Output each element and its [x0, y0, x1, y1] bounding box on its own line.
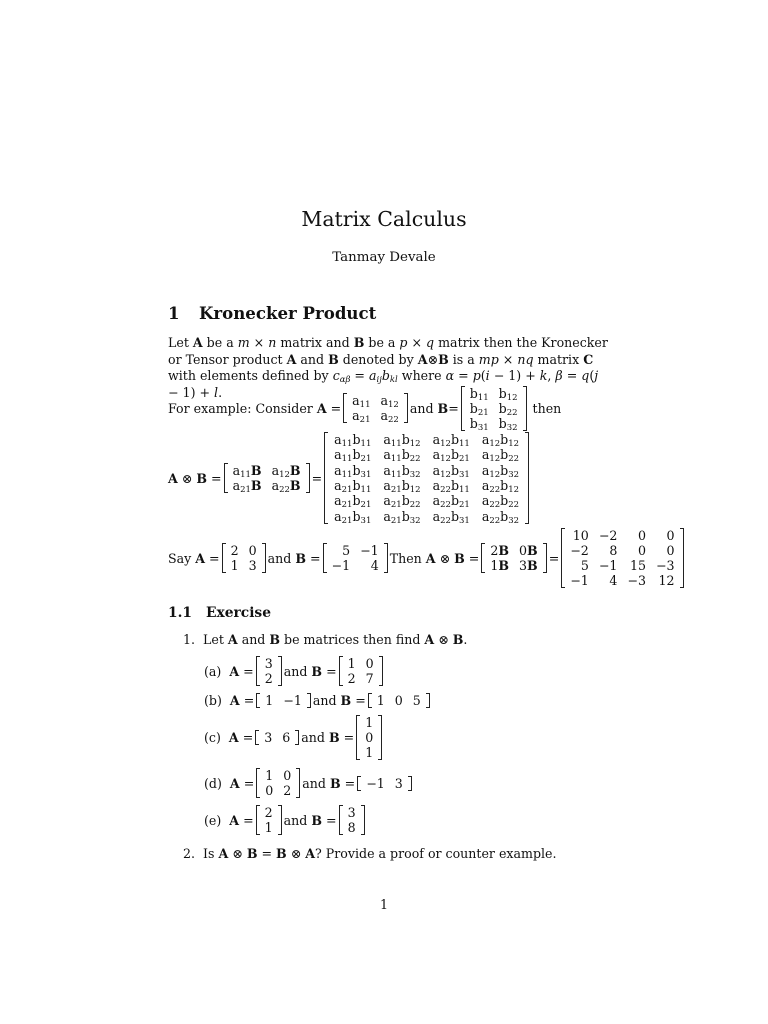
matrix-entry: 10	[572, 528, 589, 543]
matrix-entry: 15	[629, 558, 646, 573]
matrix-entry: $a_{21}b_{31}$	[334, 508, 372, 526]
matrix-row	[465, 401, 523, 416]
matrix-block-symbolic	[224, 463, 310, 493]
right-bracket	[426, 693, 430, 708]
ex-e-matrix-A	[256, 805, 282, 835]
matrix-row	[361, 776, 408, 791]
matrix-entry: 0	[394, 693, 403, 708]
matrix-entry: $a_{21}b_{11}$	[334, 478, 372, 495]
ex-d-matrix-A	[256, 768, 300, 798]
matrix-body	[228, 463, 306, 493]
matrix-entry: −3	[627, 573, 646, 588]
matrix-row	[228, 463, 306, 478]
matrix-entry: 8	[609, 543, 618, 558]
right-bracket	[278, 805, 282, 835]
matrix-entry: 1B	[490, 558, 510, 573]
matrix-entry: 3	[394, 775, 403, 791]
matrix-row	[260, 693, 307, 708]
right-bracket	[680, 528, 684, 588]
subsection-number: 1.1	[168, 605, 193, 621]
matrix-row	[565, 558, 679, 573]
matrix-row	[347, 408, 404, 423]
exercise-1e: (e) A = 2 1 and B = 3 8	[204, 804, 367, 836]
matrix-entry: 0B	[519, 543, 538, 558]
exercise-1c: (c) A = 3 6 and B = 1 0 1	[204, 714, 384, 761]
right-bracket	[361, 805, 365, 835]
matrix-entry: 1	[265, 768, 274, 783]
matrix-entry: $b_{31}$	[469, 415, 489, 433]
exercise-2: 2. Is A ⊗ B = B ⊗ A? Provide a proof or counter example.	[183, 845, 557, 861]
matrix-row	[565, 528, 679, 543]
matrix-entry: 1	[376, 693, 385, 708]
matrix-entry: $a_{22}b_{31}$	[432, 508, 470, 526]
right-bracket	[384, 543, 388, 573]
matrix-body	[361, 776, 408, 791]
matrix-entry: 2	[264, 805, 273, 820]
matrix-entry: 0	[283, 768, 292, 783]
matrix-entry: 5	[580, 558, 589, 573]
matrix-entry: $a_{12}b_{31}$	[432, 462, 470, 480]
matrix-entry: 5	[412, 693, 421, 708]
matrix-entry: $b_{21}$	[469, 400, 489, 418]
matrix-A-numeric	[222, 543, 266, 573]
exercise-1: 1. Let A and B be matrices then find A ⊗ B.	[183, 631, 468, 647]
matrix-body	[328, 432, 525, 524]
matrix-body	[360, 715, 378, 760]
matrix-entry: 1	[264, 820, 273, 835]
matrix-entry: 3	[264, 730, 273, 745]
matrix-row	[260, 783, 296, 798]
matrix-body	[343, 805, 361, 835]
right-bracket	[306, 463, 310, 493]
matrix-entry: $a_{21}b_{32}$	[383, 508, 421, 526]
matrix-row	[565, 573, 679, 588]
matrix-entry: −1	[283, 693, 302, 708]
ex-c-matrix-B	[356, 715, 382, 760]
matrix-row	[360, 730, 378, 745]
matrix-entry: $a_{11}b_{22}$	[383, 447, 421, 465]
matrix-entry: $a_{11}b_{32}$	[383, 462, 421, 480]
matrix-entry: $a_{21}B$	[232, 478, 262, 495]
matrix-entry: $a_{21}b_{21}$	[334, 493, 372, 511]
right-bracket	[523, 386, 527, 431]
matrix-entry: 12	[658, 573, 675, 588]
matrix-body	[343, 656, 379, 686]
paper-title: Matrix Calculus	[301, 207, 467, 231]
matrix-entry: $a_{21}b_{12}$	[383, 478, 421, 495]
matrix-entry: $a_{22}b_{32}$	[481, 508, 520, 526]
right-bracket	[404, 393, 408, 423]
right-bracket	[262, 543, 266, 573]
matrix-entry: 4	[609, 573, 618, 588]
matrix-entry: −3	[655, 558, 675, 573]
subsection-title: Exercise	[206, 605, 271, 621]
matrix-row	[343, 671, 379, 686]
matrix-row	[465, 386, 523, 401]
matrix-row	[485, 543, 542, 558]
matrix-entry: $a_{22}$	[380, 408, 399, 425]
matrix-entry: $a_{22}B$	[271, 478, 301, 495]
matrix-entry: $b_{32}$	[498, 415, 518, 433]
matrix-row	[360, 715, 378, 730]
exercise-1d: (d) A = 1 0 0 2 and B = −1 3	[204, 767, 414, 799]
matrix-row	[260, 671, 278, 686]
matrix-entry: −1	[366, 775, 385, 791]
right-bracket	[543, 543, 547, 573]
matrix-body	[260, 805, 278, 835]
matrix-entry: $a_{12}$	[380, 393, 399, 410]
matrix-body	[372, 693, 426, 708]
matrix-entry: $b_{22}$	[498, 400, 518, 418]
matrix-body	[226, 543, 262, 573]
matrix-row	[260, 805, 278, 820]
matrix-result-numeric	[561, 528, 683, 588]
matrix-row	[343, 820, 361, 835]
matrix-entry: 2B	[490, 543, 510, 558]
matrix-entry: 2	[283, 783, 292, 798]
matrix-entry: 2	[347, 671, 356, 686]
matrix-row	[327, 543, 384, 558]
section-title: Kronecker Product	[199, 303, 377, 323]
matrix-entry: 1	[365, 715, 374, 730]
matrix-entry: −2	[570, 543, 589, 558]
exercise-1a: (a) A = 3 2 and B = 1 0 2 7	[204, 655, 385, 687]
matrix-entry: $a_{12}b_{21}$	[432, 447, 470, 465]
right-bracket	[295, 730, 299, 745]
matrix-row	[565, 543, 679, 558]
right-bracket	[296, 768, 300, 798]
right-bracket	[278, 656, 282, 686]
matrix-row	[260, 656, 278, 671]
matrix-entry: −1	[598, 558, 618, 573]
matrix-entry: $a_{21}b_{22}$	[383, 493, 421, 511]
matrix-entry: 8	[347, 820, 356, 835]
matrix-entry: −1	[331, 558, 351, 573]
right-bracket	[378, 715, 382, 760]
matrix-row	[360, 745, 378, 760]
matrix-entry: $a_{11}b_{31}$	[334, 462, 372, 480]
matrix-row	[347, 393, 404, 408]
matrix-entry: $a_{21}$	[352, 408, 371, 425]
matrix-entry: 3	[347, 805, 356, 820]
section-heading	[168, 303, 376, 323]
matrix-entry: 0	[637, 528, 646, 543]
matrix-entry: 7	[365, 671, 374, 686]
matrix-entry: 6	[282, 730, 291, 745]
matrix-entry: 1	[365, 745, 374, 760]
matrix-entry: 3	[264, 656, 273, 671]
matrix-row	[228, 478, 306, 493]
matrix-row	[343, 656, 379, 671]
matrix-row	[328, 509, 525, 524]
matrix-row	[328, 447, 525, 462]
section-number: 1	[168, 303, 180, 323]
matrix-entry: −1	[360, 543, 379, 558]
matrix-row	[260, 768, 296, 783]
matrix-row	[260, 820, 278, 835]
matrix-entry: −2	[598, 528, 618, 543]
ex-b-matrix-A	[256, 693, 311, 708]
matrix-row	[328, 463, 525, 478]
matrix-entry: 0	[248, 543, 257, 558]
ex-b-matrix-B	[368, 693, 430, 708]
matrix-entry: $a_{12}b_{22}$	[481, 447, 520, 465]
matrix-entry: $a_{22}b_{11}$	[432, 478, 470, 495]
matrix-entry: 0	[365, 730, 374, 745]
page-number: 1	[379, 897, 388, 912]
matrix-entry: $b_{12}$	[498, 385, 518, 403]
matrix-entry: $a_{11}b_{12}$	[383, 432, 421, 450]
matrix-entry: 3	[248, 558, 257, 573]
matrix-row	[328, 432, 525, 447]
matrix-row	[465, 416, 523, 431]
matrix-entry: $a_{11}b_{21}$	[334, 447, 372, 465]
matrix-body	[327, 543, 384, 573]
matrix-row	[485, 558, 542, 573]
ex-c-matrix-A	[255, 730, 299, 745]
matrix-entry: $a_{22}b_{12}$	[481, 478, 520, 495]
matrix-entry: $b_{11}$	[469, 385, 489, 403]
definition-paragraph: Let A be a m × n matrix and B be a p × q matrix then the Kronecker or Tensor product A and B denoted by A⊗B is a mp × nq matrix C with elements defined by $c_{\alpha\beta} = a_{ij}b_{kl}$ where α = p(i − 1) + k, β = q(j − 1) + l.	[168, 335, 608, 400]
matrix-entry: $a_{12}B$	[271, 463, 301, 480]
matrix-row	[372, 693, 426, 708]
matrix-entry: 0	[365, 656, 374, 671]
paper-author: Tanmay Devale	[332, 250, 436, 265]
matrix-entry: 3B	[519, 558, 538, 573]
matrix-entry: $a_{12}b_{12}$	[481, 432, 520, 450]
matrix-entry: 0	[666, 543, 675, 558]
matrix-entry: $a_{22}b_{21}$	[432, 493, 470, 511]
matrix-body	[347, 393, 404, 423]
matrix-body	[259, 730, 295, 745]
matrix-block-numeric	[481, 543, 546, 573]
matrix-body	[260, 768, 296, 798]
matrix-A-symbolic	[343, 393, 408, 423]
matrix-row	[226, 558, 262, 573]
matrix-entry: 5	[342, 543, 351, 558]
matrix-entry: 0	[666, 528, 675, 543]
matrix-entry: 2	[264, 671, 273, 686]
right-bracket	[408, 776, 412, 791]
ex-e-matrix-B	[339, 805, 365, 835]
matrix-entry: $a_{22}b_{22}$	[481, 493, 520, 511]
right-bracket	[379, 656, 383, 686]
matrix-row	[343, 805, 361, 820]
matrix-entry: $a_{11}b_{11}$	[334, 432, 372, 450]
matrix-kronecker-full	[324, 432, 529, 524]
matrix-B-numeric	[323, 543, 388, 573]
matrix-entry: $a_{11}B$	[232, 463, 262, 480]
matrix-entry: −1	[570, 573, 589, 588]
matrix-entry: 1	[265, 693, 274, 708]
subsection-heading	[168, 605, 271, 621]
right-bracket	[307, 693, 311, 708]
matrix-body	[465, 386, 523, 431]
ex-a-matrix-A	[256, 656, 282, 686]
ex-a-matrix-B	[339, 656, 383, 686]
matrix-body	[260, 693, 307, 708]
matrix-body	[565, 528, 679, 588]
matrix-row	[259, 730, 295, 745]
example-line: For example: Consider A = $a_{11}$ $a_{12}$ $a_{21}$ $a_{22}$ and B= $b_{11}$ $b_{12}$ $b_{21}$ $b_{22}$ $b_{31}$ $b_{32}$ then	[168, 385, 562, 433]
matrix-row	[328, 478, 525, 493]
matrix-body	[260, 656, 278, 686]
right-bracket	[525, 432, 529, 524]
kronecker-expansion: A ⊗ B = $a_{11}B$ $a_{12}B$ $a_{21}B$ $a_{22}B$ = $a_{11}b_{11}$ $a_{11}b_{12}$ $a_{12}b_{11}$ $a_{12}b_{12}$ $a_{11}b_{21}$ $a_{11}b_{22}$ $a_{12}b_{21}$ $a_{12}b_{22}$ $a_{11}b_{31}$ $a_{11}b_{32}$ $a_{12}b_{31}$ $a_{12}b_{32}$ $a_{21}b_{11}$ $a_{21}b_{12}$ $a_{22}b_{11}$ $a_{22}b_{12}$ $a_{21}b_{21}$ $a_{21}b_{22}$ $a_{22}b_{21}$ $a_{22}b_{22}$ $a_{21}b_{31}$ $a_{21}b_{32}$ $a_{22}b_{31}$ $a_{22}b_{32}$	[168, 430, 531, 526]
matrix-entry: 2	[230, 543, 239, 558]
matrix-entry: $a_{11}$	[352, 393, 371, 410]
exercise-1b: (b) A = 1 −1 and B = 1 0 5	[204, 692, 432, 709]
matrix-entry: $a_{12}b_{11}$	[432, 432, 470, 450]
matrix-body	[485, 543, 542, 573]
matrix-row	[226, 543, 262, 558]
matrix-row	[328, 493, 525, 508]
matrix-entry: $a_{12}b_{32}$	[481, 462, 520, 480]
ex-d-matrix-B	[357, 776, 412, 791]
matrix-entry: 4	[370, 558, 379, 573]
matrix-entry: 1	[230, 558, 239, 573]
matrix-entry: 1	[347, 656, 356, 671]
matrix-row	[327, 558, 384, 573]
matrix-B-symbolic	[461, 386, 527, 431]
matrix-entry: 0	[637, 543, 646, 558]
numeric-example: Say A = 2 0 1 3 and B = 5 −1 −1 4 Then A ⊗ B = 2B 0B 1B 3B = 10 −2 0 0 −2 8 0 0 5 −1 15 −3 −1 4 −3 12	[168, 527, 686, 589]
matrix-entry: 0	[265, 783, 274, 798]
